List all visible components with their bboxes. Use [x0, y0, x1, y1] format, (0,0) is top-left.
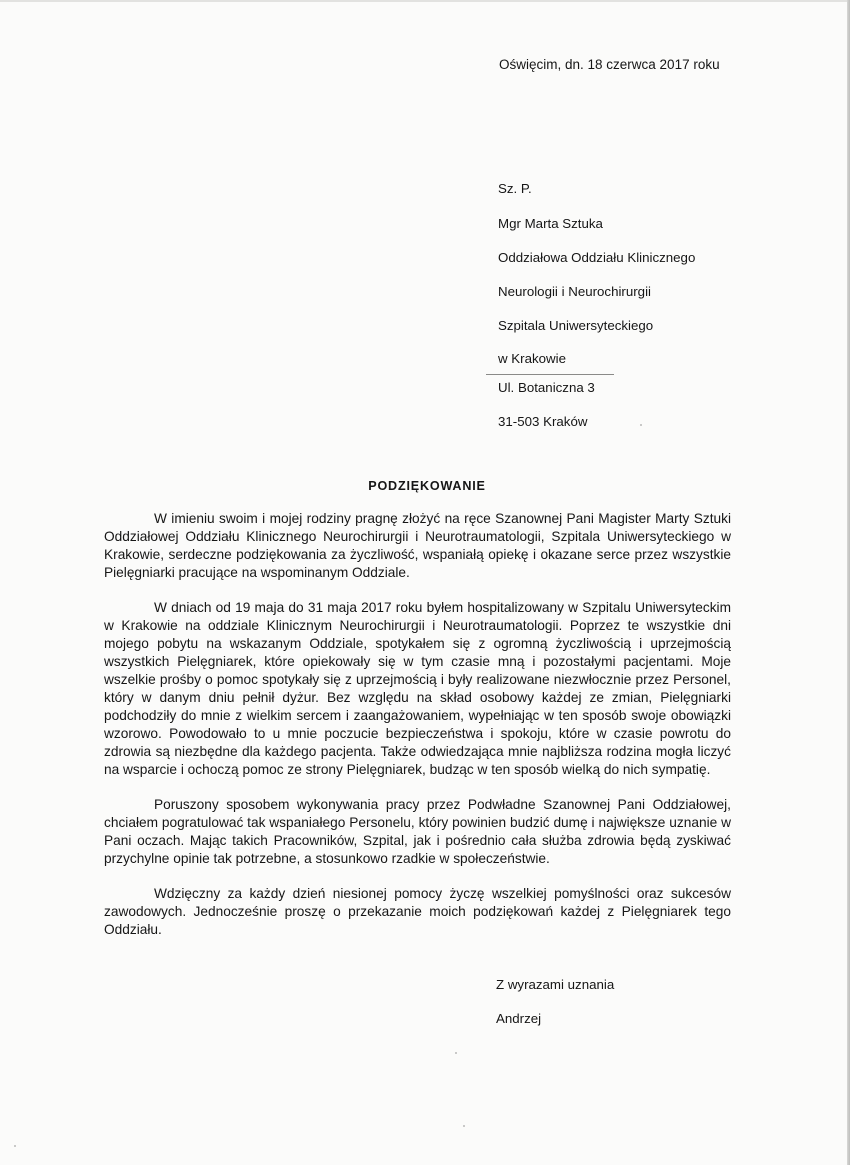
- scan-speck: [463, 1125, 465, 1127]
- scan-speck: [14, 1145, 16, 1147]
- scan-speck: [640, 424, 642, 426]
- recipient-salutation: Sz. P.: [498, 181, 532, 196]
- scan-edge-top: [0, 0, 850, 2]
- signature-name: Andrzej: [496, 1011, 542, 1026]
- body-paragraph-3: Poruszony sposobem wykonywania pracy przez Podwładne Szanownej Pani Oddziałowej, chciałem pogratulować tak wspaniałego Personelu, który powinien budzić dumę i największe uznanie w Pani oczach. Mając takich Pracowników, Szpital, jak i pośrednio cała służba zdrowia będą zyskiwać przychylne opinie tak potrzebne, a stosunkowo rzadkie w społeczeństwie.: [104, 797, 731, 866]
- body-paragraph-4: Wdzięczny za każdy dzień niesionej pomocy życzę wszelkiej pomyślności oraz sukcesów zawodowych. Jednocześnie proszę o przekazanie moich podziękowań każdej z Pielęgniarek tego Oddziału.: [104, 886, 731, 937]
- recipient-city: w Krakowie: [498, 351, 566, 366]
- recipient-hospital: Szpitala Uniwersyteckiego: [498, 318, 654, 333]
- address-divider: [486, 374, 614, 375]
- letter-body: [104, 510, 731, 956]
- recipient-department: Neurologii i Neurochirurgii: [498, 284, 651, 299]
- recipient-street: Ul. Botaniczna 3: [498, 380, 595, 395]
- recipient-postal-code: 31-503 Kraków: [498, 414, 588, 429]
- body-paragraph-2: W dniach od 19 maja do 31 maja 2017 roku byłem hospitalizowany w Szpitalu Uniwersyteckim w Krakowie na oddziale Klinicznym Neurochirurgii i Neurotraumatologii. Poprzez te wszystkie dni mojego pobytu na wskazanym Oddziale, spotykałem się z ogromną życzliwością i uprzejmością wszystkich Pielęgniarek, które opiekowały się w tym czasie mną i pozostałymi pacjentami. Moje wszelkie prośby o pomoc spotykały się z uprzejmością i były realizowane niezwłocznie przez Personel, który w danym dniu pełnił dyżur. Bez względu na skład osobowy każdej ze zmian, Pielęgniarki podchodziły do mnie z wielkim sercem i zaangażowaniem, wypełniając w ten sposób swoje obowiązki wzorowo. Powodowało to u mnie poczucie bezpieczeństwa i spokoju, które w czasie powrotu do zdrowia są niezbędne dla każdego pacjenta. Także odwiedzająca mnie najbliższa rodzina mogła liczyć na wsparcie i ochoczą pomoc ze strony Pielęgniarek, budząc w ten sposób wielką do nich sympatię.: [104, 600, 731, 777]
- recipient-position: Oddziałowa Oddziału Klinicznego: [498, 250, 696, 265]
- place-and-date: Oświęcim, dn. 18 czerwca 2017 roku: [499, 57, 720, 72]
- closing-salutation: Z wyrazami uznania: [496, 977, 615, 992]
- body-paragraph-1: W imieniu swoim i mojej rodziny pragnę złożyć na ręce Szanownej Pani Magister Marty Sztuki Oddziałowej Oddziału Klinicznego Neurochirurgii i Neurotraumatologii, Szpitala Uniwersyteckiego w Krakowie, serdeczne podziękowania za życzliwość, wspaniałą opiekę i okazane serce przez wszystkie Pielęgniarki pracujące na wspominanym Oddziale.: [104, 511, 731, 580]
- letter-title: PODZIĘKOWANIE: [368, 479, 486, 493]
- recipient-name: Mgr Marta Sztuka: [498, 216, 603, 231]
- scan-speck: [455, 1052, 457, 1054]
